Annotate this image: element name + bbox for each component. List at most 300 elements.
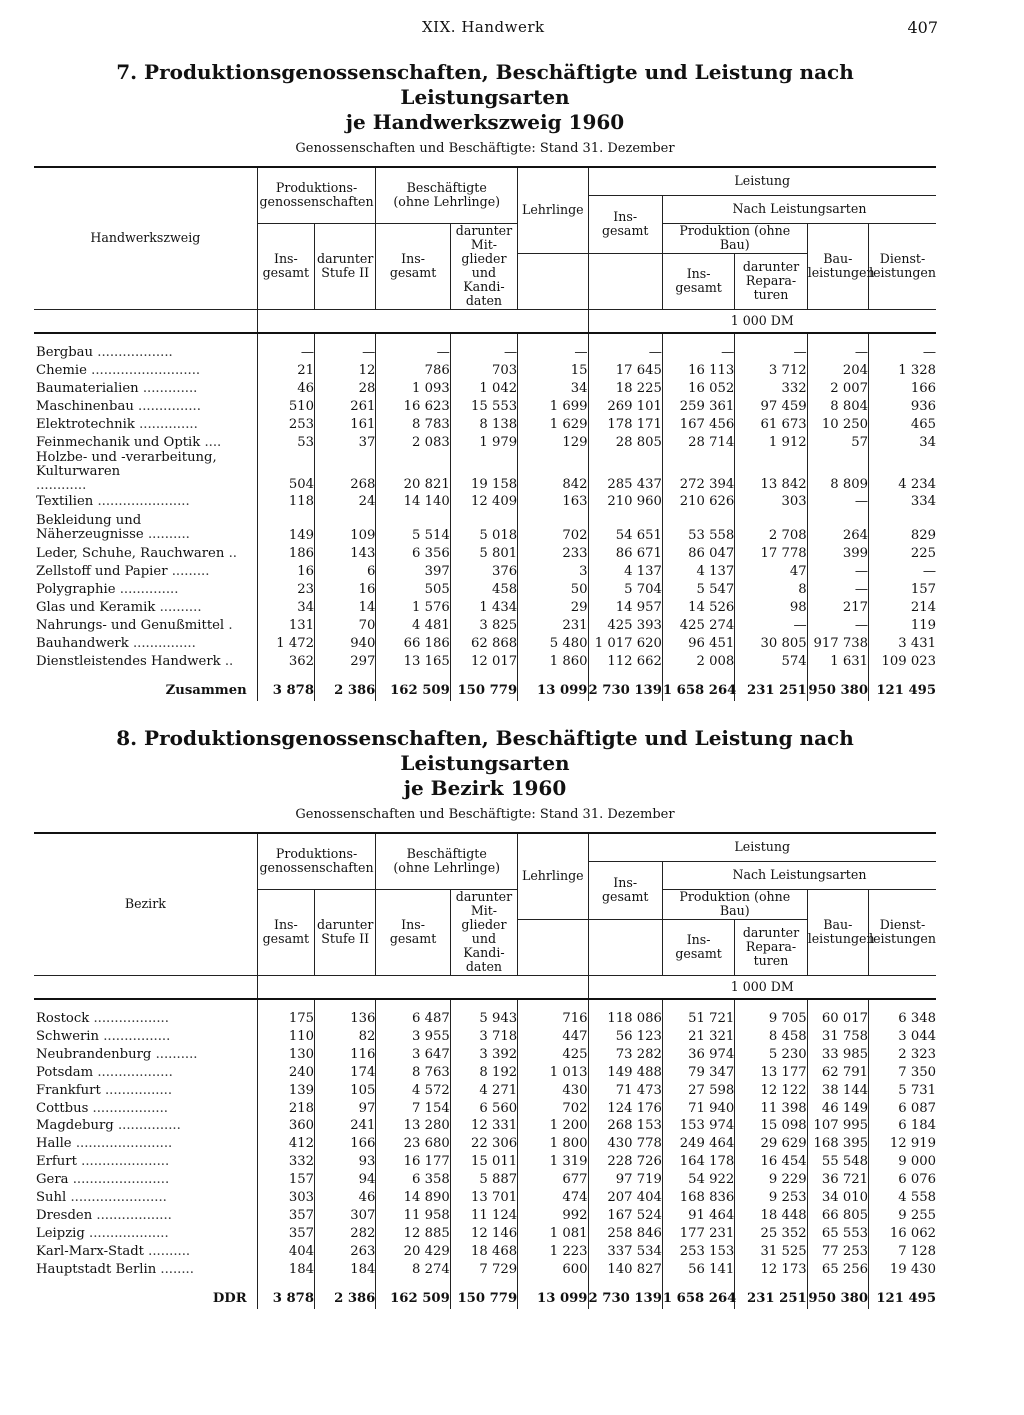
col-lehrlinge-cont xyxy=(518,253,588,309)
table-cell: 53 558 xyxy=(662,511,734,545)
table-cell: 1 328 xyxy=(869,362,936,380)
table-cell: 5 887 xyxy=(450,1171,517,1189)
row-label: Leder, Schuhe, Rauchwaren .. xyxy=(36,546,237,562)
table-cell: 15 xyxy=(518,362,588,380)
table-cell: 12 xyxy=(315,362,376,380)
table-cell: — xyxy=(735,333,807,362)
table-cell: 917 738 xyxy=(807,635,868,653)
table-cell: 14 890 xyxy=(376,1189,450,1207)
table-cell: 259 361 xyxy=(662,398,734,416)
table-cell: 8 809 xyxy=(807,451,868,493)
table-cell: — xyxy=(807,333,868,362)
row-label: Leipzig ................... xyxy=(36,1225,169,1241)
table-cell: 13 280 xyxy=(376,1117,450,1135)
table-cell: 1 200 xyxy=(518,1117,588,1135)
total-cell: 2 730 139 xyxy=(588,1279,662,1309)
row-label: Chemie .......................... xyxy=(36,362,201,378)
table-cell: 268 153 xyxy=(588,1117,662,1135)
table-cell: 96 451 xyxy=(662,635,734,653)
table-cell: 16 623 xyxy=(376,398,450,416)
col-lehrlinge: Lehrlinge xyxy=(518,833,588,919)
table-row xyxy=(34,1153,936,1171)
table-row xyxy=(34,1135,936,1153)
table-cell: 940 xyxy=(315,635,376,653)
table-cell: 112 662 xyxy=(588,653,662,671)
table-cell: 207 404 xyxy=(588,1189,662,1207)
table-cell: 505 xyxy=(376,581,450,599)
table-cell: 5 801 xyxy=(450,545,517,563)
table-cell: 241 xyxy=(315,1117,376,1135)
col-dienst: Dienst- leistungen xyxy=(869,223,936,309)
table-cell: 167 524 xyxy=(588,1207,662,1225)
table-cell: 15 098 xyxy=(735,1117,807,1135)
total-row xyxy=(34,1279,936,1309)
table-cell: 9 000 xyxy=(869,1153,936,1171)
table-cell: 149 xyxy=(257,511,314,545)
table-cell: 12 173 xyxy=(735,1261,807,1279)
table-cell: 7 729 xyxy=(450,1261,517,1279)
table-cell: 8 783 xyxy=(376,416,450,434)
table-cell: — xyxy=(588,333,662,362)
table-cell: 1 629 xyxy=(518,416,588,434)
table-cell: 164 178 xyxy=(662,1153,734,1171)
row-label: Potsdam .................. xyxy=(36,1064,173,1080)
table-cell: 3 xyxy=(518,563,588,581)
table-cell: 1 093 xyxy=(376,380,450,398)
table-cell: 210 626 xyxy=(662,493,734,511)
table7-body xyxy=(34,333,936,701)
table-cell: 13 177 xyxy=(735,1064,807,1082)
col-mitglieder: darunter Mit- glieder und Kandi- daten xyxy=(450,889,517,975)
table-cell: 786 xyxy=(376,362,450,380)
table-cell: 36 721 xyxy=(807,1171,868,1189)
total-cell: 162 509 xyxy=(376,1279,450,1309)
table-cell: 14 xyxy=(315,599,376,617)
table-cell: 362 xyxy=(257,653,314,671)
table-cell: 12 885 xyxy=(376,1225,450,1243)
table-cell: 3 825 xyxy=(450,617,517,635)
row-header: Bezirk xyxy=(34,833,257,975)
col-prod-insgesamt: Ins- gesamt xyxy=(662,919,734,975)
table-cell: — xyxy=(869,333,936,362)
table-cell: 285 437 xyxy=(588,451,662,493)
table-row xyxy=(34,545,936,563)
table-cell: 1 013 xyxy=(518,1064,588,1082)
table-row xyxy=(34,434,936,452)
table-cell: 30 805 xyxy=(735,635,807,653)
table-cell: 600 xyxy=(518,1261,588,1279)
table-cell: 3 647 xyxy=(376,1046,450,1064)
table-cell: 1 223 xyxy=(518,1243,588,1261)
table-cell: 161 xyxy=(315,416,376,434)
row-label: Zellstoff und Papier ......... xyxy=(36,564,210,580)
table-cell: 8 192 xyxy=(450,1064,517,1082)
table-row xyxy=(34,1225,936,1243)
table-cell: 46 xyxy=(257,380,314,398)
col-reparaturen: darunter Repara- turen xyxy=(735,253,807,309)
table-cell: 27 598 xyxy=(662,1082,734,1100)
table-row xyxy=(34,416,936,434)
table-cell: 17 778 xyxy=(735,545,807,563)
table-cell: 16 177 xyxy=(376,1153,450,1171)
table-cell: 4 481 xyxy=(376,617,450,635)
table-cell: 6 xyxy=(315,563,376,581)
table-cell: 124 176 xyxy=(588,1100,662,1118)
col-bau: Bau- leistungen xyxy=(807,223,868,309)
table-cell: 166 xyxy=(315,1135,376,1153)
table-cell: 425 274 xyxy=(662,617,734,635)
table-cell: 404 xyxy=(257,1243,314,1261)
total-cell: 13 099 xyxy=(518,671,588,701)
table-cell: 28 714 xyxy=(662,434,734,452)
table-cell: 8 138 xyxy=(450,416,517,434)
total-cell: 231 251 xyxy=(735,671,807,701)
col-group-prod: Produktion (ohne Bau) xyxy=(662,223,807,253)
table-cell: 8 xyxy=(735,581,807,599)
page-number: 407 xyxy=(907,18,938,37)
table-cell: 129 xyxy=(518,434,588,452)
total-cell: 2 730 139 xyxy=(588,671,662,701)
table-cell: 430 xyxy=(518,1082,588,1100)
table-cell: 10 250 xyxy=(807,416,868,434)
table-cell: 425 xyxy=(518,1046,588,1064)
table-cell: 261 xyxy=(315,398,376,416)
col-stufe2: darunter Stufe II xyxy=(315,889,376,975)
table-cell: 332 xyxy=(257,1153,314,1171)
table-cell: 264 xyxy=(807,511,868,545)
table-cell: 31 758 xyxy=(807,1028,868,1046)
table-cell: 54 651 xyxy=(588,511,662,545)
table-cell: — xyxy=(807,563,868,581)
total-cell: 121 495 xyxy=(869,671,936,701)
table-row xyxy=(34,333,936,362)
table-row xyxy=(34,1028,936,1046)
table-cell: 1 319 xyxy=(518,1153,588,1171)
table-row xyxy=(34,999,936,1028)
row-label: Bekleidung und Näherzeugnisse .......... xyxy=(36,513,190,543)
table-cell: 253 153 xyxy=(662,1243,734,1261)
table-cell: 18 448 xyxy=(735,1207,807,1225)
table-cell: 12 017 xyxy=(450,653,517,671)
col-dienst: Dienst- leistungen xyxy=(869,889,936,975)
table-cell: 272 394 xyxy=(662,451,734,493)
table-cell: 16 xyxy=(257,563,314,581)
table-cell: 4 558 xyxy=(869,1189,936,1207)
table-cell: 70 xyxy=(315,617,376,635)
col-besch-insgesamt: Ins- gesamt xyxy=(376,223,450,309)
table-cell: 1 576 xyxy=(376,599,450,617)
table-cell: 231 xyxy=(518,617,588,635)
table-cell: 178 171 xyxy=(588,416,662,434)
table7 xyxy=(34,166,936,701)
total-label: Zusammen xyxy=(165,682,247,698)
table-cell: 21 321 xyxy=(662,1028,734,1046)
table-cell: 118 xyxy=(257,493,314,511)
col-leistung-insgesamt: Ins- gesamt xyxy=(588,195,662,253)
table-cell: 399 xyxy=(807,545,868,563)
table-cell: 93 xyxy=(315,1153,376,1171)
col-group-prod: Produktion (ohne Bau) xyxy=(662,889,807,919)
table-row xyxy=(34,635,936,653)
table-cell: 6 487 xyxy=(376,999,450,1028)
table-row xyxy=(34,511,936,545)
total-cell: 150 779 xyxy=(450,1279,517,1309)
table-cell: 91 464 xyxy=(662,1207,734,1225)
col-besch-insgesamt: Ins- gesamt xyxy=(376,889,450,975)
table-cell: 15 011 xyxy=(450,1153,517,1171)
table-cell: 4 137 xyxy=(588,563,662,581)
table-cell: 109 xyxy=(315,511,376,545)
table-cell: — xyxy=(257,333,314,362)
table-cell: 29 xyxy=(518,599,588,617)
table-cell: 65 553 xyxy=(807,1225,868,1243)
table-cell: 28 xyxy=(315,380,376,398)
table-cell: 118 086 xyxy=(588,999,662,1028)
table-cell: 19 158 xyxy=(450,451,517,493)
table-cell: 46 xyxy=(315,1189,376,1207)
col-leistung-cont xyxy=(588,919,662,975)
table-cell: 7 350 xyxy=(869,1064,936,1082)
total-cell: 1 658 264 xyxy=(662,671,734,701)
table8-title: 8. Produktionsgenossenschaften, Beschäftigte und Leistung nach Leistungsarten je Bezirk 1960 xyxy=(116,726,854,800)
table-cell: 62 868 xyxy=(450,635,517,653)
total-cell: 2 386 xyxy=(315,671,376,701)
col-group-besch: Beschäftigte (ohne Lehrlinge) xyxy=(376,833,518,889)
table-cell: 1 472 xyxy=(257,635,314,653)
row-label: Glas und Keramik .......... xyxy=(36,600,202,616)
table-cell: 16 113 xyxy=(662,362,734,380)
table-row xyxy=(34,1082,936,1100)
row-label: Frankfurt ................ xyxy=(36,1082,173,1098)
total-label: DDR xyxy=(212,1290,247,1306)
total-cell: 121 495 xyxy=(869,1279,936,1309)
table-cell: — xyxy=(735,617,807,635)
table-cell: 297 xyxy=(315,653,376,671)
table-cell: 258 846 xyxy=(588,1225,662,1243)
table-cell: 19 430 xyxy=(869,1261,936,1279)
table-cell: 174 xyxy=(315,1064,376,1082)
table-cell: 2 083 xyxy=(376,434,450,452)
table-cell: 4 137 xyxy=(662,563,734,581)
table-cell: 57 xyxy=(807,434,868,452)
col-group-nach: Nach Leistungsarten xyxy=(662,861,936,889)
table-cell: — xyxy=(807,581,868,599)
table-cell: 71 473 xyxy=(588,1082,662,1100)
table-row xyxy=(34,1189,936,1207)
table-cell: 3 431 xyxy=(869,635,936,653)
col-leistung-insgesamt: Ins- gesamt xyxy=(588,861,662,919)
table-cell: 109 023 xyxy=(869,653,936,671)
table-cell: 5 547 xyxy=(662,581,734,599)
col-mitglieder: darunter Mit- glieder und Kandi- daten xyxy=(450,223,517,309)
table-cell: 186 xyxy=(257,545,314,563)
unit-label: 1 000 DM xyxy=(588,309,936,333)
table-cell: 34 010 xyxy=(807,1189,868,1207)
total-cell: 1 658 264 xyxy=(662,1279,734,1309)
row-label: Hauptstadt Berlin ........ xyxy=(36,1261,194,1277)
row-label: Nahrungs- und Genußmittel . xyxy=(36,617,233,633)
table-row xyxy=(34,1171,936,1189)
table-cell: 269 101 xyxy=(588,398,662,416)
table-cell: 1 800 xyxy=(518,1135,588,1153)
table-cell: 9 255 xyxy=(869,1207,936,1225)
table-cell: 1 017 620 xyxy=(588,635,662,653)
table-cell: 14 526 xyxy=(662,599,734,617)
table-cell: 249 464 xyxy=(662,1135,734,1153)
row-label: Textilien ...................... xyxy=(36,494,190,510)
table-cell: 153 974 xyxy=(662,1117,734,1135)
table-cell: 447 xyxy=(518,1028,588,1046)
table-cell: 6 076 xyxy=(869,1171,936,1189)
table-cell: 334 xyxy=(869,493,936,511)
table-cell: 6 358 xyxy=(376,1171,450,1189)
table-cell: 4 572 xyxy=(376,1082,450,1100)
col-prod-insgesamt: Ins- gesamt xyxy=(662,253,734,309)
table-cell: 5 704 xyxy=(588,581,662,599)
table-cell: 86 671 xyxy=(588,545,662,563)
table-cell: 119 xyxy=(869,617,936,635)
table-cell: 77 253 xyxy=(807,1243,868,1261)
table-cell: 5 018 xyxy=(450,511,517,545)
table-cell: 1 912 xyxy=(735,434,807,452)
table-cell: 1 699 xyxy=(518,398,588,416)
table-cell: 1 979 xyxy=(450,434,517,452)
col-lehrlinge-cont xyxy=(518,919,588,975)
table-cell: 20 429 xyxy=(376,1243,450,1261)
table-cell: 82 xyxy=(315,1028,376,1046)
table-cell: 716 xyxy=(518,999,588,1028)
table-cell: 24 xyxy=(315,493,376,511)
table-cell: 3 044 xyxy=(869,1028,936,1046)
col-reparaturen: darunter Repara- turen xyxy=(735,919,807,975)
table-cell: 157 xyxy=(869,581,936,599)
table-cell: 702 xyxy=(518,1100,588,1118)
table-cell: 163 xyxy=(518,493,588,511)
table-cell: 56 141 xyxy=(662,1261,734,1279)
row-label: Bauhandwerk ............... xyxy=(36,635,196,651)
table-row xyxy=(34,1046,936,1064)
table-row xyxy=(34,1064,936,1082)
table-cell: 7 128 xyxy=(869,1243,936,1261)
row-label: Gera ....................... xyxy=(36,1172,170,1188)
table-cell: 2 007 xyxy=(807,380,868,398)
total-cell: 13 099 xyxy=(518,1279,588,1309)
table-row xyxy=(34,1207,936,1225)
row-label: Maschinenbau ............... xyxy=(36,398,201,414)
table-cell: 13 701 xyxy=(450,1189,517,1207)
table-cell: 465 xyxy=(869,416,936,434)
table-cell: 110 xyxy=(257,1028,314,1046)
section-title: XIX. Handwerk xyxy=(422,18,545,36)
col-group-leistung: Leistung xyxy=(588,833,936,861)
table-cell: 23 xyxy=(257,581,314,599)
table-row xyxy=(34,493,936,511)
table-cell: 12 919 xyxy=(869,1135,936,1153)
row-label: Elektrotechnik .............. xyxy=(36,416,198,432)
table-cell: 5 514 xyxy=(376,511,450,545)
table-cell: 936 xyxy=(869,398,936,416)
table-cell: 36 974 xyxy=(662,1046,734,1064)
table-cell: — xyxy=(869,563,936,581)
table-cell: 34 xyxy=(869,434,936,452)
table-row xyxy=(34,1100,936,1118)
table-row xyxy=(34,362,936,380)
row-label: Karl-Marx-Stadt .......... xyxy=(36,1243,191,1259)
table-cell: 9 705 xyxy=(735,999,807,1028)
table-cell: 2 708 xyxy=(735,511,807,545)
row-label: Schwerin ................ xyxy=(36,1028,171,1044)
table-cell: 12 331 xyxy=(450,1117,517,1135)
table-cell: 105 xyxy=(315,1082,376,1100)
table-cell: 23 680 xyxy=(376,1135,450,1153)
table-cell: 157 xyxy=(257,1171,314,1189)
col-group-leistung: Leistung xyxy=(588,167,936,195)
total-cell: 950 380 xyxy=(807,671,868,701)
table-cell: 61 673 xyxy=(735,416,807,434)
table-cell: 574 xyxy=(735,653,807,671)
table-cell: 12 409 xyxy=(450,493,517,511)
table-cell: 14 957 xyxy=(588,599,662,617)
table8-body xyxy=(34,999,936,1309)
row-label: Bergbau .................. xyxy=(36,345,173,360)
row-header: Handwerkszweig xyxy=(34,167,257,309)
table-cell: 7 154 xyxy=(376,1100,450,1118)
table-cell: 50 xyxy=(518,581,588,599)
table-cell: 253 xyxy=(257,416,314,434)
col-stufe2: darunter Stufe II xyxy=(315,223,376,309)
table-cell: 62 791 xyxy=(807,1064,868,1082)
table-cell: 16 062 xyxy=(869,1225,936,1243)
table-cell: 107 995 xyxy=(807,1117,868,1135)
table-cell: 177 231 xyxy=(662,1225,734,1243)
unit-label: 1 000 DM xyxy=(588,975,936,999)
table-cell: 3 955 xyxy=(376,1028,450,1046)
table-cell: 20 821 xyxy=(376,451,450,493)
table-cell: 168 395 xyxy=(807,1135,868,1153)
table-cell: — xyxy=(662,333,734,362)
table-cell: 55 548 xyxy=(807,1153,868,1171)
table-row xyxy=(34,380,936,398)
table-cell: 412 xyxy=(257,1135,314,1153)
table-row xyxy=(34,581,936,599)
table-cell: 9 229 xyxy=(735,1171,807,1189)
table-cell: 210 960 xyxy=(588,493,662,511)
total-cell: 231 251 xyxy=(735,1279,807,1309)
row-label: Baumaterialien ............. xyxy=(36,380,198,396)
table-row xyxy=(34,1261,936,1279)
table7-title: 7. Produktionsgenossenschaften, Beschäftigte und Leistung nach Leistungsarten je Handwerkszweig 1960 xyxy=(116,60,854,134)
table-cell: 510 xyxy=(257,398,314,416)
table-cell: 14 140 xyxy=(376,493,450,511)
table-cell: 992 xyxy=(518,1207,588,1225)
table-cell: 34 xyxy=(518,380,588,398)
table-cell: 5 731 xyxy=(869,1082,936,1100)
table-cell: 60 017 xyxy=(807,999,868,1028)
table-cell: 37 xyxy=(315,434,376,452)
table-row xyxy=(34,617,936,635)
table-cell: 184 xyxy=(257,1261,314,1279)
col-lehrlinge: Lehrlinge xyxy=(518,167,588,253)
row-label: Cottbus .................. xyxy=(36,1100,169,1116)
row-label: Dresden .................. xyxy=(36,1207,172,1223)
table8-block xyxy=(34,726,936,1309)
table7-block xyxy=(34,60,936,701)
table-cell: 3 718 xyxy=(450,1028,517,1046)
table-cell: 12 146 xyxy=(450,1225,517,1243)
table-cell: 29 629 xyxy=(735,1135,807,1153)
col-group-besch: Beschäftigte (ohne Lehrlinge) xyxy=(376,167,518,223)
table-cell: 430 778 xyxy=(588,1135,662,1153)
